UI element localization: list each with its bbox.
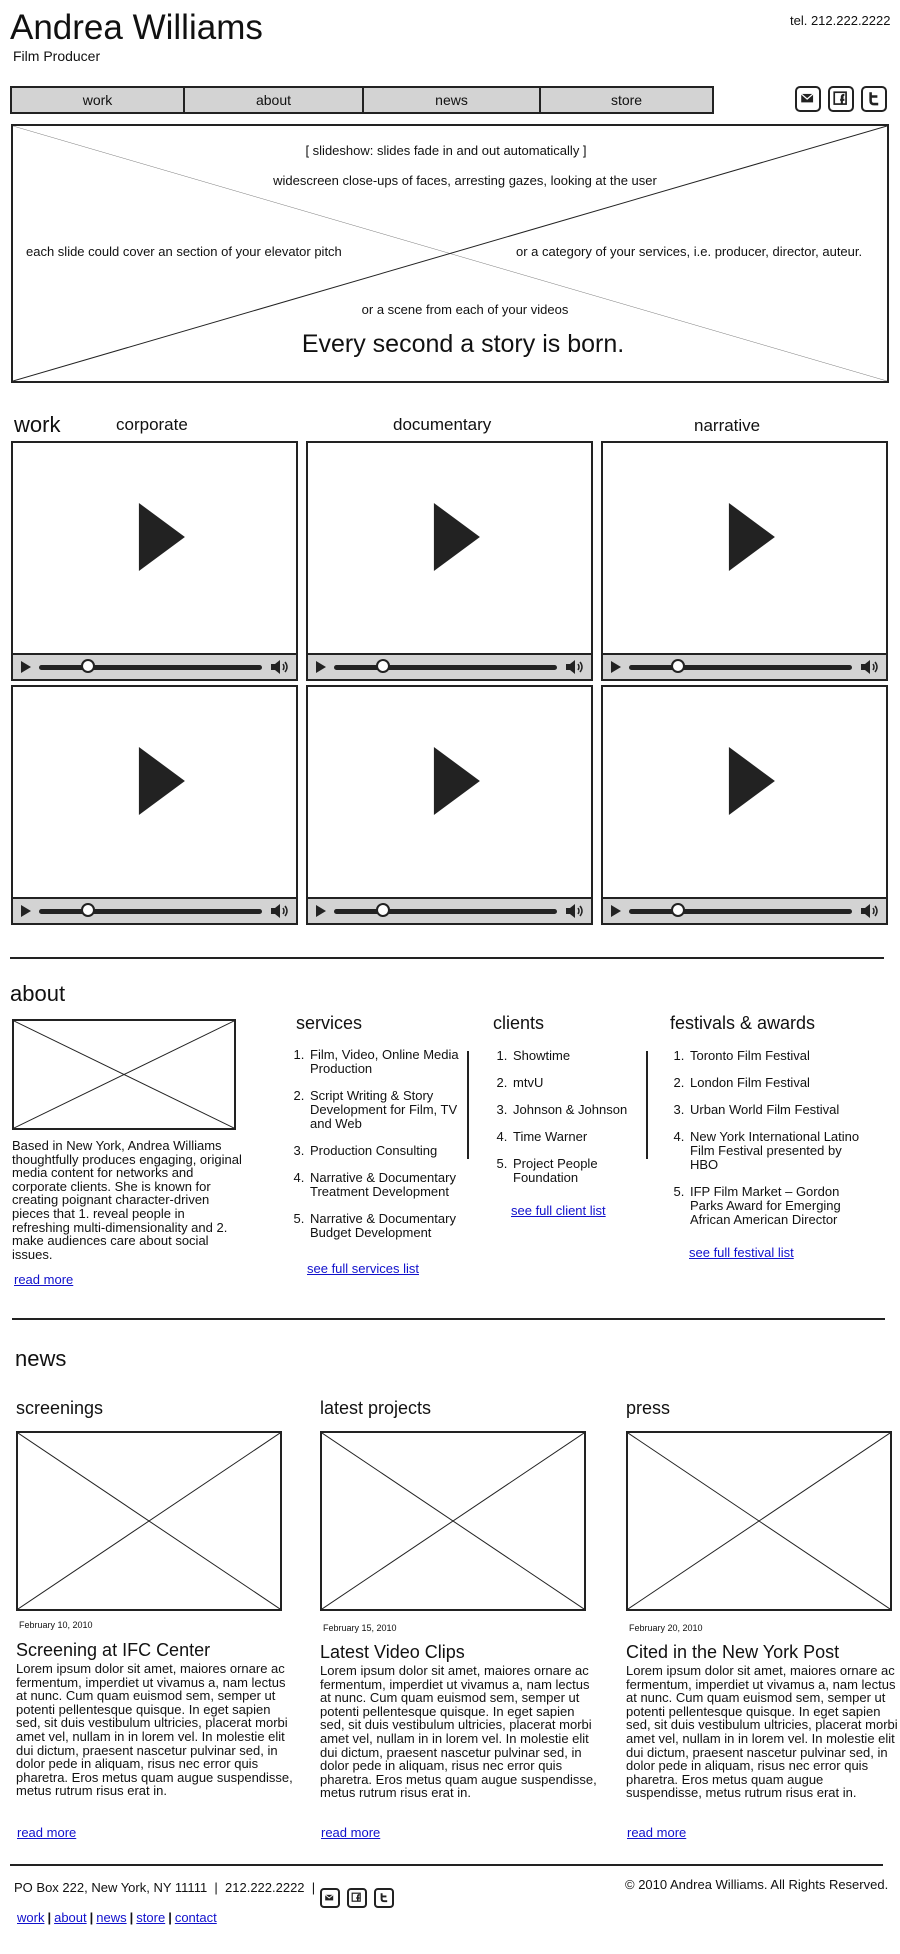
news-title[interactable]: Latest Video Clips [320,1642,465,1662]
play-icon[interactable] [728,747,774,815]
video-progress-handle[interactable] [671,903,685,917]
list-item: 3. Urban World Film Festival [688,1103,863,1117]
footer-link-about[interactable]: about [54,1910,87,1925]
list-item: 1. Toronto Film Festival [688,1049,863,1063]
news-body: Lorem ipsum dolor sit amet, maiores ornare ac fermentum, imperdiet ut vivamus a, nam lectus at nunc. Cum quam euismod sem, semper ut potenti pellentesque quisque. In eget sapien sed, sit duis vestibulum ultricies, placerat morbi amet vel, nullam in in lorem vel. In molestie elit dui dictum, praesent nascetur pulvinar sed, in dolor pede in aliquam, risus nec error quis pharetra. Eros metus quam augue suspendisse, metus rutrum risus erat in. [16,1661,293,1799]
news-date: February 10, 2010 [19,1620,93,1630]
email-icon[interactable] [795,86,821,112]
category-corporate: corporate [116,415,188,434]
volume-icon[interactable] [860,659,880,675]
video-progress-track[interactable] [39,909,262,914]
festivals-list [668,1049,863,1240]
list-item: 5. Project People Foundation [511,1157,661,1185]
news-read-more-link[interactable]: read more [627,1825,687,1840]
phone-number: tel. 212.222.2222 [790,13,891,28]
festivals-full-list-link[interactable]: see full festival list [689,1245,794,1260]
play-button-icon[interactable] [611,905,621,917]
video-progress-handle[interactable] [671,659,685,673]
clients-list [491,1049,661,1198]
play-button-icon[interactable] [21,661,31,673]
video-progress-handle[interactable] [376,659,390,673]
main-nav [10,86,714,114]
video-progress-handle[interactable] [81,659,95,673]
volume-icon[interactable] [565,659,585,675]
list-item: 3. Production Consulting [308,1144,478,1158]
list-item: 2. Script Writing & Story Development for Film, TV and Web [308,1089,478,1131]
footer-link-contact[interactable]: contact [174,1910,217,1925]
play-icon[interactable] [728,503,774,571]
clients-heading: clients [493,1013,545,1033]
list-item: 5. Narrative & Documentary Budget Development [308,1212,478,1240]
news-column-heading: press [626,1398,671,1418]
video-progress-track[interactable] [629,665,852,670]
news-heading: news [15,1346,67,1371]
news-body: Lorem ipsum dolor sit amet, maiores ornare ac fermentum, imperdiet ut vivamus a, nam lectus at nunc. Cum quam euismod sem, semper ut potenti pellentesque quisque. In eget sapien sed, sit duis vestibulum ultricies, placerat morbi amet vel, nullam in in lorem vel. In molestie elit dui dictum, praesent nascetur pulvinar sed, in dolor pede in aliquam, risus nec error quis pharetra. Eros metus quam augue suspendisse, metus rutrum risus erat in. [320,1663,597,1801]
footer-link-store[interactable]: store [136,1910,166,1925]
video-controls [603,897,886,923]
volume-icon[interactable] [565,903,585,919]
video-player[interactable] [306,441,593,681]
email-icon[interactable] [320,1888,340,1908]
video-progress-track[interactable] [334,909,557,914]
play-icon[interactable] [433,747,479,815]
news-column-heading: screenings [16,1398,104,1418]
site-role: Film Producer [13,48,101,64]
video-player[interactable] [306,685,593,925]
play-button-icon[interactable] [21,905,31,917]
footer-address: PO Box 222, New York, NY 11111 | 212.222.2222 | [14,1880,316,1895]
nav-item-news[interactable]: news [364,88,541,112]
list-item: 2. mtvU [511,1076,661,1090]
play-button-icon[interactable] [611,661,621,673]
news-image[interactable] [626,1431,892,1611]
nav-item-store[interactable]: store [610,92,643,108]
hero-caption-left: each slide could cover an section of your elevator pitch [26,244,342,259]
video-controls [308,897,591,923]
divider [10,957,884,959]
list-item: 1. Showtime [511,1049,661,1063]
news-body: Lorem ipsum dolor sit amet, maiores ornare ac fermentum, imperdiet ut vivamus a, nam lectus at nunc. Cum quam euismod sem, semper ut potenti pellentesque quisque. In eget sapien sed, sit duis vestibulum ultricies, placerat morbi amet vel, nullam in in lorem vel. In molestie elit dui dictum, praesent nascetur pulvinar sed, in dolor pede in aliquam, risus nec error quis pharetra. Eros metus quam augue suspendisse, metus rutrum risus erat in. [626,1663,898,1801]
about-bio: Based in New York, Andrea Williams thoughtfully produces engaging, original media content for networks and corporate clients. She is known for creating poignant character-driven pieces that 1. reveal people in refreshing multi-dimensionality and 2. make audiences care about social issues. [12,1138,242,1262]
volume-icon[interactable] [270,903,290,919]
clients-full-list-link[interactable]: see full client list [511,1203,606,1218]
nav-item-about[interactable]: about [185,88,364,112]
play-icon[interactable] [138,503,184,571]
play-button-icon[interactable] [316,661,326,673]
hero-tagline: Every second a story is born. [301,330,625,358]
footer-separator: | [47,1910,52,1925]
list-item: 4. Time Warner [511,1130,661,1144]
twitter-icon[interactable] [374,1888,394,1908]
hero-caption-right: or a category of your services, i.e. producer, director, auteur. [516,244,863,259]
news-read-more-link[interactable]: read more [321,1825,381,1840]
divider [12,1318,885,1320]
video-controls [603,653,886,679]
category-narrative: narrative [694,416,761,435]
work-heading: work [14,412,61,437]
hero-caption-3: or a scene from each of your videos [361,302,569,317]
news-title[interactable]: Cited in the New York Post [626,1642,840,1662]
about-read-more-link[interactable]: read more [14,1272,74,1287]
video-progress-handle[interactable] [81,903,95,917]
services-list [288,1048,478,1253]
list-item: 1. Film, Video, Online Media Production [308,1048,478,1076]
video-controls [13,653,296,679]
news-title[interactable]: Screening at IFC Center [16,1640,211,1660]
hero-caption-2: widescreen close-ups of faces, arresting gazes, looking at the user [273,173,657,188]
list-item: 2. London Film Festival [688,1076,863,1090]
news-read-more-link[interactable]: read more [17,1825,77,1840]
video-player[interactable] [11,441,298,681]
video-player[interactable] [601,441,888,681]
footer-separator: | [129,1910,134,1925]
news-column-heading: latest projects [320,1398,432,1418]
video-player[interactable] [11,685,298,925]
video-progress-track[interactable] [334,665,557,670]
footer-nav [17,1909,217,1927]
news-image[interactable] [320,1431,586,1611]
nav-item-work[interactable]: work [12,88,185,112]
category-documentary: documentary [393,415,492,434]
services-heading: services [296,1013,363,1033]
footer-separator: | [89,1910,94,1925]
services-full-list-link[interactable]: see full services list [307,1261,419,1276]
play-icon[interactable] [433,503,479,571]
site-name: Andrea Williams [10,8,263,47]
footer-link-news[interactable]: news [96,1910,127,1925]
column-divider [646,1051,648,1159]
about-heading: about [10,981,66,1006]
volume-icon[interactable] [860,903,880,919]
twitter-icon[interactable] [861,86,887,112]
video-progress-handle[interactable] [376,903,390,917]
play-icon[interactable] [138,747,184,815]
footer-separator: | [168,1910,172,1925]
facebook-icon[interactable] [828,86,854,112]
festivals-heading: festivals & awards [670,1013,816,1033]
video-player[interactable] [601,685,888,925]
copyright: © 2010 Andrea Williams. All Rights Reserved. [625,1877,889,1892]
video-controls [308,653,591,679]
footer-link-work[interactable]: work [17,1910,45,1925]
play-button-icon[interactable] [316,905,326,917]
list-item: 5. IFP Film Market – Gordon Parks Award for Emerging African American Director [688,1185,863,1227]
column-divider [467,1051,469,1159]
video-progress-track[interactable] [39,665,262,670]
list-item: 3. Johnson & Johnson [511,1103,661,1117]
news-image[interactable] [16,1431,282,1611]
facebook-icon[interactable] [347,1888,367,1908]
news-date: February 20, 2010 [629,1623,703,1633]
video-controls [13,897,296,923]
divider [10,1864,883,1866]
list-item: 4. Narrative & Documentary Treatment Development [308,1171,478,1199]
hero-caption-1: [ slideshow: slides fade in and out automatically ] [305,143,587,158]
volume-icon[interactable] [270,659,290,675]
video-progress-track[interactable] [629,909,852,914]
about-photo [12,1019,236,1130]
list-item: 4. New York International Latino Film Festival presented by HBO [688,1130,863,1172]
news-date: February 15, 2010 [323,1623,397,1633]
